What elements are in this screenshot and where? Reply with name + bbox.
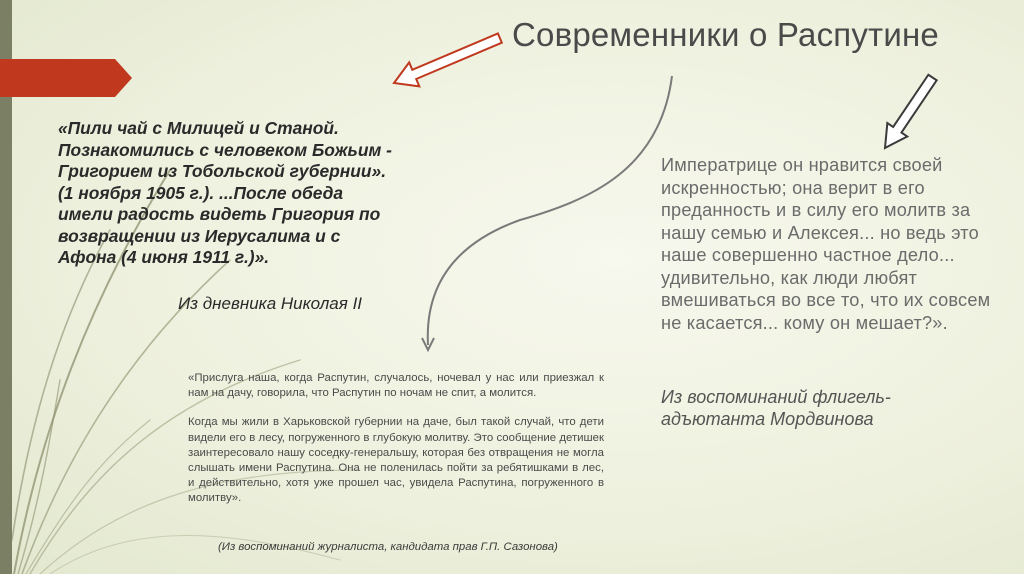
sazonov-quote-paragraph-2: Когда мы жили в Харьковской губернии на даче, был такой случай, что дети видели его в лесу, погруженного в глубокую молитву. Это сообщение детишек заинтересовало нашу соседку-генеральшу, которая без отвращения не могла слышать имени Распутина. Она не поленилась пойти за ребятишками в лес, и действительно, хотя уже прошел час, увидела Распутина, погруженного в молитву». bbox=[188, 416, 604, 505]
mordvinov-quote-source: Из воспоминаний флигель-адъютанта Мордвинова bbox=[661, 387, 891, 429]
diary-quote: «Пили чай с Милицей и Станой. Познакомились с человеком Божьим - Григорием из Тобольской губернии». (1 ноября 1905 г.). ...После обеда имели радость видеть Григория по возвращении из Иерусалима и с Афона (4 июня 1911 г.)». bbox=[58, 118, 392, 267]
curved-connector-arrow bbox=[428, 76, 672, 345]
curved-connector-arrowhead bbox=[422, 338, 434, 350]
arrow-left-icon bbox=[389, 26, 505, 95]
diary-quote-source: Из дневника Николая II bbox=[178, 294, 363, 313]
sazonov-quote bbox=[188, 371, 604, 507]
arrow-down-icon bbox=[875, 71, 942, 155]
mordvinov-quote: Императрице он нравится своей искренностью; она верит в его преданность и в силу его молитв за нашу семью и Алексея... но ведь это наше совершенно частное дело... удивительно, как люди любят вмешиваться во все то, что их совсем не касается... кому он мешает?». bbox=[661, 155, 991, 333]
left-sidebar-bar bbox=[0, 0, 12, 574]
slide-title: Современники о Распутине bbox=[512, 16, 939, 53]
sazonov-quote-source: (Из воспоминаний журналиста, кандидата прав Г.П. Сазонова) bbox=[218, 541, 558, 553]
sazonov-quote-paragraph-1: «Прислуга наша, когда Распутин, случалось, ночевал у нас или приезжал к нам на дачу, говорила, что Распутин по ночам не спит, а молится. bbox=[188, 372, 604, 400]
red-pointer-tab bbox=[0, 59, 132, 97]
